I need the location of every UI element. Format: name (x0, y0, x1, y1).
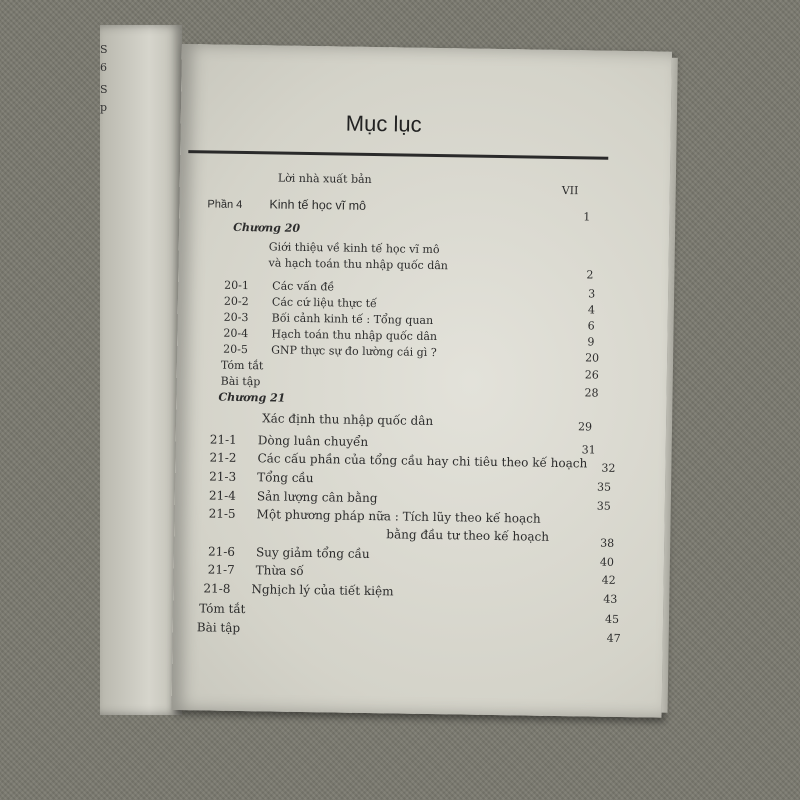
section-page: 6 (587, 319, 595, 333)
chapter20-summary-page: 26 (584, 368, 599, 382)
preface-page: VII (561, 183, 579, 198)
left-page-mark: S (100, 83, 108, 96)
section-page: 31 (581, 443, 596, 457)
section-title: Suy giảm tổng cầu (255, 545, 370, 562)
section-page: 42 (601, 573, 616, 587)
section-number: 21-6 (207, 544, 236, 559)
section-title: Sản lượng cân bằng (256, 489, 378, 506)
section-page: 32 (601, 461, 616, 475)
section-title: Một phương pháp nữa : Tích lũy theo kế hoạch (256, 507, 541, 526)
chapter20-summary: Tóm tắt (220, 358, 264, 373)
section-title: Tổng cầu (257, 470, 314, 486)
chapter20-title-page: 2 (586, 268, 594, 282)
section-title: Hạch toán thu nhập quốc dân (271, 327, 438, 344)
section-page: 4 (587, 303, 595, 317)
part-page: 1 (583, 210, 591, 224)
chapter21-summary-page: 45 (604, 612, 620, 626)
section-title: Nghịch lý của tiết kiệm (251, 582, 394, 599)
section-number: 21-5 (208, 506, 236, 521)
chapter21-exercises: Bài tập (196, 620, 241, 635)
section-number: 21-3 (209, 469, 237, 484)
chapter20-title-line2: và hạch toán thu nhập quốc dân (268, 256, 449, 273)
title-rule (188, 150, 608, 160)
left-page (100, 25, 182, 715)
page-title: Mục lục (345, 110, 422, 137)
chapter20-exercises: Bài tập (220, 374, 261, 389)
page-edge (662, 58, 678, 713)
section-title: GNP thực sự đo lường cái gì ? (271, 343, 437, 360)
section-title-line2: bằng đầu tư theo kế hoạch (386, 527, 550, 544)
section-page: 20 (585, 351, 600, 365)
section-number: 21-1 (209, 432, 237, 447)
section-title: Các cứ liệu thực tế (271, 295, 377, 311)
chapter21-exercises-page: 47 (606, 631, 621, 645)
section-number: 20-4 (223, 326, 249, 341)
section-title: Thừa số (255, 563, 304, 578)
section-title: Dòng luân chuyển (257, 433, 369, 449)
chapter20-title-line1: Giới thiệu về kinh tế học vĩ mô (268, 240, 440, 257)
chapter21-label: Chương 21 (218, 390, 286, 405)
section-number: 21-7 (207, 562, 235, 577)
section-title: Các cấu phần của tổng cầu hay chi tiêu theo kế hoạch (257, 451, 588, 471)
section-number: 20-3 (223, 310, 249, 325)
chapter20-label: Chương 20 (233, 220, 301, 235)
section-title: Bối cảnh kinh tế : Tổng quan (271, 311, 434, 327)
chapter21-summary: Tóm tắt (199, 601, 246, 617)
section-number: 21-2 (209, 450, 237, 465)
section-number: 21-8 (203, 581, 231, 596)
section-page: 40 (599, 555, 615, 569)
section-page: 38 (600, 536, 615, 550)
chapter21-title-page: 29 (577, 420, 593, 434)
part-number: Phần 4 (207, 198, 243, 211)
section-number: 21-4 (208, 488, 236, 503)
section-page: 43 (603, 592, 618, 606)
section-page: 35 (596, 480, 612, 494)
section-page: 9 (587, 335, 595, 349)
chapter21-title: Xác định thu nhập quốc dân (262, 411, 434, 428)
section-title: Các vấn đề (272, 279, 335, 294)
section-number: 20-5 (223, 342, 249, 357)
book-page (172, 44, 672, 718)
part-title: Kinh tế học vĩ mô (269, 197, 367, 213)
section-number: 20-1 (224, 278, 250, 293)
left-page-mark: S (100, 43, 108, 56)
left-page-mark: 6 (100, 61, 107, 74)
preface-label: Lời nhà xuất bản (277, 171, 372, 186)
section-page: 3 (588, 287, 596, 301)
section-number: 20-2 (223, 294, 249, 309)
section-page: 35 (596, 499, 611, 513)
left-page-mark: p (100, 101, 108, 114)
chapter20-exercises-page: 28 (584, 386, 599, 400)
